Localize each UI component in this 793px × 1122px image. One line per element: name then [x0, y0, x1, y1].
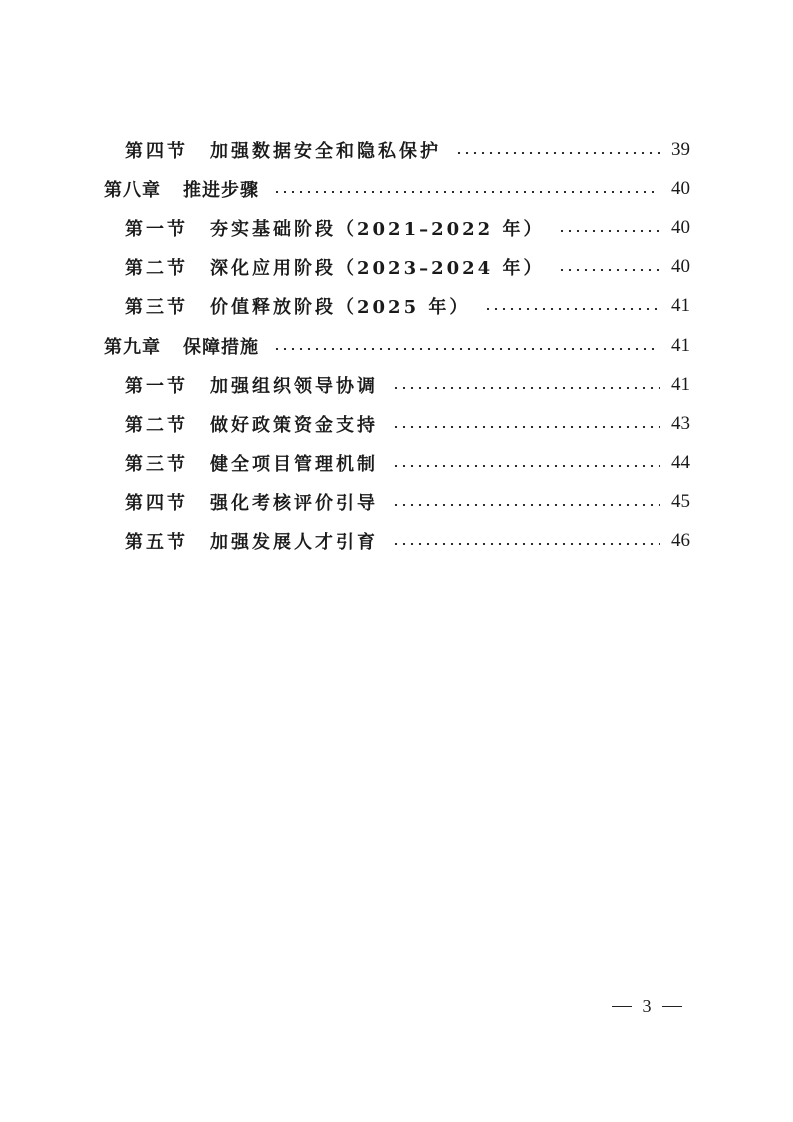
toc-entry-page: 46 [671, 529, 690, 551]
toc-entry-page: 40 [671, 216, 690, 238]
dot-leader [558, 230, 660, 232]
toc-entry-label: 第二节 [125, 414, 188, 436]
dot-leader [392, 426, 660, 428]
dot-leader [392, 543, 660, 545]
toc-entry-page: 40 [671, 255, 690, 277]
toc-entry[interactable] [125, 130, 690, 169]
toc-entry-page: 41 [671, 373, 690, 395]
toc-entry-page: 40 [671, 177, 690, 199]
toc-entry-label: 第一节 [125, 218, 188, 240]
toc-entry-title: 加强发展人才引育 [210, 531, 378, 553]
toc-entry-page: 41 [671, 334, 690, 356]
toc-entry[interactable] [125, 521, 690, 560]
toc-entry[interactable] [125, 247, 690, 286]
toc-entry-label: 第九章 [104, 336, 161, 358]
toc-entry-label: 第八章 [104, 179, 161, 201]
toc-entry-label: 第二节 [125, 257, 188, 279]
toc-entry-title: 加强数据安全和隐私保护 [210, 140, 441, 162]
toc-entry[interactable] [104, 169, 690, 208]
toc-entry-title: 价值释放阶段（2025 年） [210, 296, 471, 318]
toc-entry-title: 保障措施 [183, 336, 259, 358]
toc-entry-label: 第一节 [125, 375, 188, 397]
toc-entry[interactable] [125, 286, 690, 325]
toc-entry[interactable] [125, 365, 690, 404]
toc-entry-page: 43 [671, 412, 690, 434]
toc-entry[interactable] [125, 482, 690, 521]
dot-leader [392, 465, 660, 467]
toc-entry-page: 45 [671, 490, 690, 512]
footer-dash-left [612, 1006, 632, 1007]
toc-entry-title: 夯实基础阶段（2021–2022 年） [210, 218, 545, 240]
toc-entry-label: 第三节 [125, 453, 188, 475]
page-number: 3 [642, 996, 652, 1016]
toc-entry-title: 强化考核评价引导 [210, 492, 378, 514]
toc-entry-label: 第五节 [125, 531, 188, 553]
toc-entry-page: 44 [671, 451, 690, 473]
dot-leader [273, 191, 660, 193]
dot-leader [392, 387, 660, 389]
toc-entry[interactable] [125, 208, 690, 247]
toc-entry[interactable] [125, 404, 690, 443]
footer-dash-right [662, 1006, 682, 1007]
toc-entry-title: 加强组织领导协调 [210, 375, 378, 397]
dot-leader [455, 152, 660, 154]
toc-entry-title: 健全项目管理机制 [210, 453, 378, 475]
toc-entry[interactable] [104, 326, 690, 365]
dot-leader [558, 269, 660, 271]
toc-entry[interactable] [125, 443, 690, 482]
toc-entry-page: 39 [671, 138, 690, 160]
toc-entry-label: 第四节 [125, 492, 188, 514]
toc-entry-title: 推进步骤 [183, 179, 259, 201]
dot-leader [392, 504, 660, 506]
dot-leader [273, 348, 660, 350]
toc-entry-title: 做好政策资金支持 [210, 414, 378, 436]
toc-entry-page: 41 [671, 294, 690, 316]
toc-entry-label: 第三节 [125, 296, 188, 318]
dot-leader [484, 308, 660, 310]
toc-entry-label: 第四节 [125, 140, 188, 162]
page-footer [612, 996, 682, 1017]
toc-entry-title: 深化应用阶段（2023–2024 年） [210, 257, 545, 279]
